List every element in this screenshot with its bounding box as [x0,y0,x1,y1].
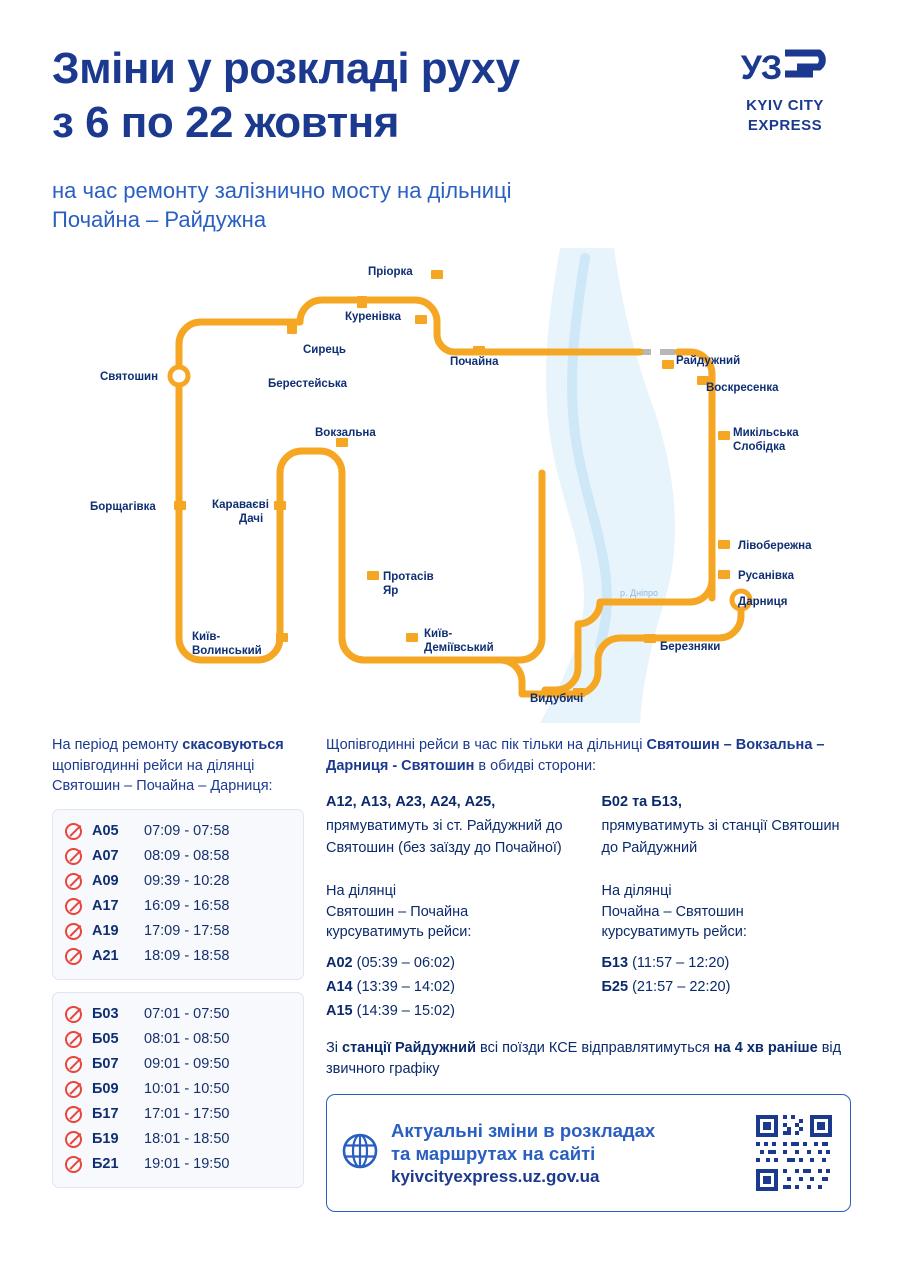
table-row [65,819,291,844]
station-label-vydubychi: Видубичі [530,693,584,705]
table-row [65,1152,291,1177]
station-label-kyiv-volynskyi-1: Київ- [192,631,221,643]
station-label-kurenivka: Куренівка [345,311,402,323]
table-row [65,869,291,894]
table-row [65,1102,291,1127]
trip-code: Б03 [92,1006,119,1023]
table-row [65,844,291,869]
trip-time: 10:01 - 10:50 [144,1081,230,1098]
station-label-slobidka: Слобідка [733,441,786,453]
reroute-col-b [602,789,852,859]
page-subtitle-line1: на час ремонту залізнично мосту на дільниці [52,178,512,203]
trip-code: Б07 [92,1056,119,1073]
trip-time: (05:39 – 06:02) [356,954,455,971]
trip-code: Б21 [92,1156,119,1173]
trip-time: 07:01 - 07:50 [144,1006,230,1023]
header [0,0,903,250]
cancelled-icon [65,1031,82,1048]
reroute-col-a [326,789,576,859]
reroute-columns [326,789,851,859]
promo-line2: та маршрутах на сайті [391,1143,596,1165]
station-label-priorka: Пріорка [368,266,413,278]
cancelled-icon [65,1006,82,1023]
cancelled-icon [65,873,82,890]
trip-time: (14:39 – 15:02) [356,1003,455,1020]
promo-url[interactable]: kyivcityexpress.uz.gov.ua [391,1167,600,1187]
station-label-kyiv-demiivskyi-2: Деміївський [424,642,494,654]
page-subtitle-line2: Почайна – Райдужна [52,207,267,233]
table-row [65,1052,291,1077]
station-label-mykilska: Микільська [733,427,799,439]
page-title-line2: з 6 по 22 жовтня [52,97,399,147]
section-col-a-trip [326,1000,576,1022]
page-title-line1: Зміни у розкладі руху [52,44,520,93]
trip-code: А17 [92,898,119,915]
trip-code: А09 [92,873,119,890]
section-col-a-trip [326,976,576,998]
promo-line1: Актуальні зміни в розкладах [391,1119,656,1141]
trip-code: Б13 [601,954,629,971]
section-columns [326,881,851,1022]
globe-icon [341,1132,379,1175]
cancelled-lead-bold: скасовуються [182,737,284,753]
logo-uz-text: УЗ [740,48,782,87]
cancelled-group-b-card [52,992,304,1188]
cancelled-icon [65,1081,82,1098]
cancelled-icon [65,823,82,840]
trip-code: Б19 [92,1131,119,1148]
section-col-b-trip [602,952,852,974]
trip-time: (21:57 – 22:20) [632,979,731,996]
peak-hours-intro [326,735,851,776]
station-label-berezniaky: Березняки [660,641,721,653]
table-row [65,1027,291,1052]
peak-intro-part1: Щопівгодинні рейси в час пік тільки на дільниці [326,737,647,753]
trip-code: Б05 [92,1031,119,1048]
station-label-syrets: Сирець [303,344,346,356]
cancelled-lead-part1: На період ремонту [52,737,183,753]
section-col-b [602,881,852,1022]
station-label-yar: Яр [383,585,399,597]
trip-time: 18:01 - 18:50 [144,1131,230,1148]
table-row [65,919,291,944]
cancelled-trips-column [52,735,304,1188]
reroute-col-a-codes [326,791,576,813]
station-label-karavaievi: Караваєві [212,499,269,511]
trip-time: (13:39 – 14:02) [356,979,455,996]
trip-code: А07 [92,848,119,865]
logo-name-line2: EXPRESS [747,117,823,135]
cancelled-lead [52,735,304,797]
cancelled-icon [65,1131,82,1148]
promo-text [391,1119,742,1188]
station-label-rusanivka: Русанівка [738,570,795,582]
route-map-svg [0,248,903,723]
departure-note-part1: Зі [326,1040,343,1057]
station-label-pochaina: Почайна [450,356,499,368]
peak-intro-bold: Святошин – Вокзальна – Дарниця - Святошин [326,737,825,774]
table-row [65,944,291,969]
table-row [65,1002,291,1027]
trip-code: А14 [326,979,353,996]
departure-note-part2: всі поїзди КСЕ відправлятимуться [476,1040,714,1057]
trip-time: 08:09 - 08:58 [144,848,230,865]
trip-time: 09:39 - 10:28 [144,873,230,890]
trip-time: 08:01 - 08:50 [144,1031,230,1048]
content [0,723,903,1280]
logo-name-line1: KYIV CITY [746,97,824,114]
station-label-raiduzhnyi: Райдужний [676,355,741,367]
station-label-kyiv-demiivskyi-1: Київ- [424,628,453,640]
cancelled-icon [65,1106,82,1123]
trip-time: 09:01 - 09:50 [144,1056,230,1073]
page-title [52,42,712,149]
river-label: р. Дніпро [620,588,658,598]
reroute-col-b-codes [602,791,852,813]
section-col-a-trip [326,952,576,974]
dnipro-river [540,248,675,723]
trip-code: Б25 [601,979,629,996]
cancelled-lead-part2: щопівгодинні рейси на ділянці Святошин – Почайна – Дарниця: [52,757,273,795]
uz-arrow-icon [783,48,829,88]
cancelled-icon [65,898,82,915]
trip-time: 07:09 - 07:58 [144,823,230,840]
departure-note-bold2: на 4 хв раніше [713,1040,818,1057]
trip-code: А19 [92,923,119,940]
station-label-dachi: Дачі [239,513,264,525]
station-label-sviatoshyn: Святошин [100,371,159,383]
departure-note [326,1038,851,1079]
schedule-info-column [326,735,851,1212]
section-col-a [326,881,576,1022]
cancelled-icon [65,948,82,965]
logo-mark [715,48,855,88]
departure-note-part3: від звичного графіку [326,1040,842,1077]
section-col-b-trip [602,976,852,998]
reroute-col-b-codes-text: Б02 та Б13, [601,794,682,811]
section-col-b-title: На ділянці Почайна – Святошин курсуватимуть рейси: [601,883,747,941]
station-label-protasiv: Протасів [383,571,434,583]
qr-code[interactable] [752,1111,836,1195]
section-col-a-title: На ділянці Святошин – Почайна курсуватимуть рейси: [326,883,472,941]
trip-time: 19:01 - 19:50 [144,1156,230,1173]
trip-time: (11:57 – 12:20) [632,954,730,971]
trip-code: Б17 [92,1106,119,1123]
reroute-col-b-text: прямуватимуть зі станції Святошин до Райдужний [601,818,840,857]
page-subtitle [52,176,752,235]
trip-time: 17:09 - 17:58 [144,923,230,940]
logo [715,48,855,137]
reroute-col-a-text: прямуватимуть зі ст. Райдужний до Святошин (без заїзду до Почайної) [326,818,563,857]
station-label-borshchahivka: Борщагівка [90,501,156,513]
trip-code: А05 [92,823,119,840]
table-row [65,1127,291,1152]
trip-code: А15 [326,1003,353,1020]
cancelled-icon [65,1156,82,1173]
station-label-livoberezhna: Лівобережна [738,540,812,552]
table-row [65,894,291,919]
departure-note-bold1: станції Райдужний [342,1040,476,1057]
station-label-vokzalna: Вокзальна [315,427,376,439]
trip-code: А21 [92,948,119,965]
reroute-col-a-codes-text: А12, А13, А23, А24, А25, [326,794,496,811]
route-map [0,248,903,723]
station-label-beresteiska: Берестейська [268,378,348,390]
cancelled-icon [65,1056,82,1073]
trip-code: А02 [326,954,353,971]
station-label-kyiv-volynskyi-2: Волинський [192,645,262,657]
logo-name [715,96,855,137]
peak-intro-part2: в обидві сторони: [474,757,597,774]
trip-code: Б09 [92,1081,119,1098]
cancelled-group-a-card [52,809,304,980]
table-row [65,1077,291,1102]
cancelled-icon [65,848,82,865]
promo-banner[interactable] [326,1094,851,1212]
trip-time: 17:01 - 17:50 [144,1106,230,1123]
trip-time: 18:09 - 18:58 [144,948,230,965]
station-label-voskresenka: Воскресенка [706,382,779,394]
trip-time: 16:09 - 16:58 [144,898,230,915]
cancelled-icon [65,923,82,940]
station-label-darnytsia: Дарниця [738,596,788,608]
